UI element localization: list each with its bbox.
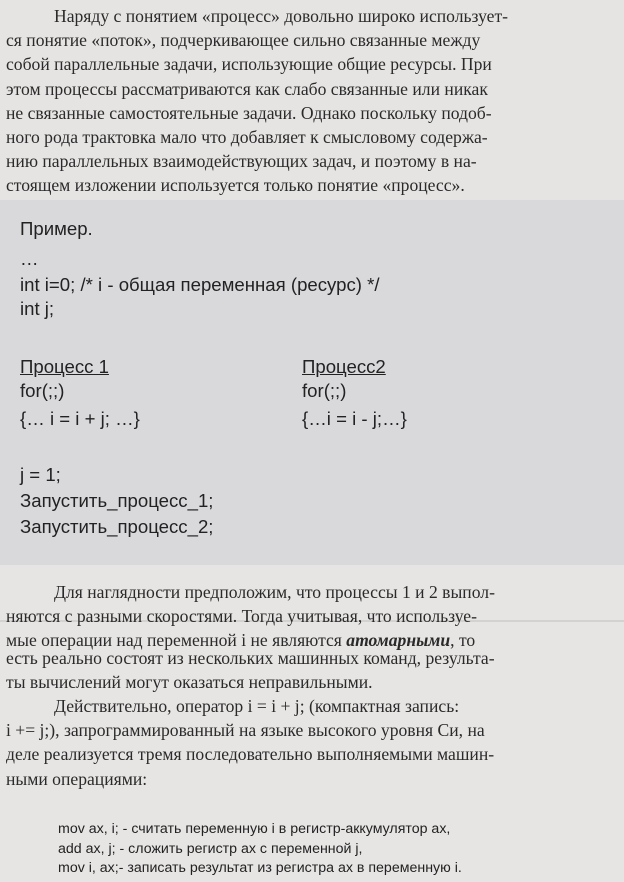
asm-line: add ax, j; - сложить регистр ax с переменной j,	[58, 840, 363, 857]
text-line: ными операциями:	[6, 768, 148, 789]
text-line: мые операции над переменной i не являются атомарными, то	[6, 630, 476, 651]
text-line: нию параллельных взаимодействующих задач, и поэтому в на-	[6, 151, 477, 172]
code-start-process-2: Запустить_процесс_2;	[20, 516, 214, 537]
example-title: Пример.	[20, 218, 93, 239]
paragraph-speeds	[6, 580, 612, 653]
process2-body: {…i = i - j;…}	[302, 408, 407, 429]
text-line: Для наглядности предположим, что процессы 1 и 2 выпол-	[54, 582, 495, 602]
code-start-process-1: Запустить_процесс_1;	[20, 490, 214, 511]
text-line: ного рода трактовка мало что добавляет к смысловому содержа-	[6, 127, 488, 148]
text-line: не связанные самостоятельные задачи. Однако поскольку подоб-	[6, 102, 492, 123]
text-line: стоящем изложении используется только понятие «процесс».	[6, 175, 465, 196]
process2-loop: for(;;)	[302, 380, 347, 401]
code-assign-j: j = 1;	[20, 464, 61, 485]
paragraph-machine-commands	[6, 646, 612, 694]
text-line: няются с разными скоростями. Тогда учитывая, что используе-	[6, 606, 477, 627]
text-line: i += j;), запрограммированный на языке высокого уровня Си, на	[6, 720, 485, 741]
assembly-listing	[58, 820, 462, 879]
text-line: деле реализуется тремя последовательно выполняемыми машин-	[6, 744, 495, 765]
text-line: этом процессы рассматриваются как слабо связанные или никак	[6, 78, 488, 99]
code-ellipsis: …	[20, 248, 39, 269]
process1-body: {… i = i + j; …}	[20, 408, 140, 429]
process1-name: Процесс 1	[20, 356, 109, 377]
code-decl-j: int j;	[20, 298, 55, 319]
text-line: ты вычислений могут оказаться неправильными.	[6, 672, 373, 693]
text-line: Действительно, оператор i = i + j; (компактная запись:	[54, 696, 460, 716]
text-line: есть реально состоят из нескольких машинных команд, результа-	[6, 648, 495, 668]
text-line: собой параллельные задачи, использующие общие ресурсы. При	[6, 54, 492, 75]
paragraph-process-vs-thread	[6, 4, 612, 198]
text-line: ся понятие «поток», подчеркивающее сильно связанные между	[6, 30, 481, 51]
text-line: Наряду с понятием «процесс» довольно широко использует-	[54, 6, 509, 26]
paragraph-operator	[6, 694, 612, 791]
process2-name: Процесс2	[302, 356, 386, 377]
process1-loop: for(;;)	[20, 380, 65, 401]
term-atomic: атомарными	[346, 630, 451, 651]
code-decl-i: int i=0; /* i - общая переменная (ресурс) */	[20, 274, 380, 295]
asm-line: mov ax, i; - считать переменную i в регистр-аккумулятор ax,	[58, 821, 451, 837]
asm-line: mov i, ax;- записать результат из регистра ax в переменную i.	[58, 860, 462, 876]
